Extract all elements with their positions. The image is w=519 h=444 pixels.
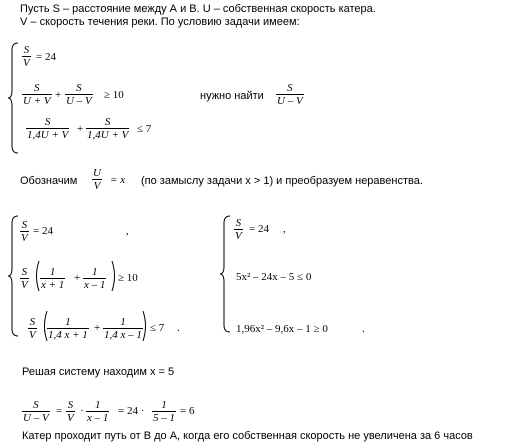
s3-dot: . [362, 323, 365, 335]
s2-eq3-dot: . [177, 322, 180, 334]
s3-eq3: 1,96x² – 9,6x – 1 ≥ 0 [236, 323, 328, 335]
final-frac3: $\frac{1}{x - 1}$ [87, 399, 109, 424]
s1-eq3-rhs: ≤ 7 [137, 123, 152, 135]
s1-eq3-plus: + [77, 123, 84, 135]
subst-suffix: (по замыслу задачи x > 1) и преобразуем неравенства. [141, 175, 423, 187]
final-frac4: $\frac{1}{5 - 1}$ [153, 399, 175, 424]
s2-eq1-rhs: = 24 [33, 225, 53, 237]
find-label: нужно найти [200, 90, 264, 102]
s2-eq1-frac: $\frac{S}{V}$ [21, 219, 28, 244]
system-2-brace [8, 215, 20, 337]
solve-text: Решая систему находим x = 5 [22, 366, 175, 378]
final-eq1: = [56, 405, 63, 417]
s1-eq1-rhs: = 24 [36, 51, 56, 63]
s2-eq3-frac2: $\frac{1}{1,4 x - 1}$ [104, 316, 142, 341]
s2-eq2-rparen [111, 261, 117, 291]
s3-eq1-comma: , [283, 223, 286, 235]
s2-eq3-rhs: ≤ 7 [150, 322, 165, 334]
s2-eq1-comma: , [126, 225, 129, 237]
s2-eq2-frac1: $\frac{1}{x + 1}$ [41, 266, 65, 291]
conclusion-text: Катер проходит путь от В до А, когда его собственная скорость не увеличена за 6 часов [22, 430, 473, 442]
s1-eq3-frac1: $\frac{S}{1,4U + V}$ [27, 116, 69, 141]
s1-eq1-frac: $\frac{S}{V}$ [23, 44, 30, 69]
s1-eq2-rhs: ≥ 10 [104, 89, 124, 101]
final-dot: · [80, 405, 84, 417]
final-frac1: $\frac{S}{U - V}$ [23, 399, 49, 424]
final-frac2: $\frac{S}{V}$ [67, 399, 74, 424]
intro-line-1: Пусть S – расстояние между А и В. U – собственная скорость катера. [20, 3, 376, 15]
system-3-brace [220, 215, 232, 333]
s3-eq1-frac: $\frac{S}{V}$ [235, 217, 242, 242]
s3-eq2: 5x² – 24x – 5 ≤ 0 [236, 271, 312, 283]
subst-frac: $\frac{U}{V}$ [93, 167, 101, 192]
system-1-brace [8, 42, 20, 154]
s2-eq2-rhs: ≥ 10 [118, 272, 138, 284]
s2-eq3-plus: + [94, 322, 101, 334]
final-result: = 6 [180, 405, 195, 417]
s2-eq2-plus: + [74, 272, 81, 284]
s2-eq2-frac: $\frac{S}{V}$ [21, 266, 28, 291]
s2-eq3-frac: $\frac{S}{V}$ [29, 316, 36, 341]
s1-eq2-frac1: $\frac{S}{U + V}$ [23, 82, 51, 107]
subst-prefix: Обозначим [20, 175, 78, 187]
s2-eq3-frac1: $\frac{1}{1,4 x + 1}$ [48, 316, 88, 341]
s1-eq2-plus: + [55, 89, 62, 101]
s3-eq1-rhs: = 24 [249, 223, 269, 235]
s2-eq2-frac2: $\frac{1}{x - 1}$ [84, 266, 106, 291]
find-frac: $\frac{S}{U - V}$ [277, 82, 303, 107]
final-mid: = 24 · [118, 405, 145, 417]
s1-eq3-frac2: $\frac{S}{1,4U + V}$ [87, 116, 129, 141]
s2-eq3-rparen [142, 311, 148, 341]
intro-line-2: V – скорость течения реки. По условию задачи имеем: [20, 16, 300, 28]
s1-eq2-frac2: $\frac{S}{U - V}$ [66, 82, 92, 107]
subst-eq: = x [110, 174, 126, 186]
